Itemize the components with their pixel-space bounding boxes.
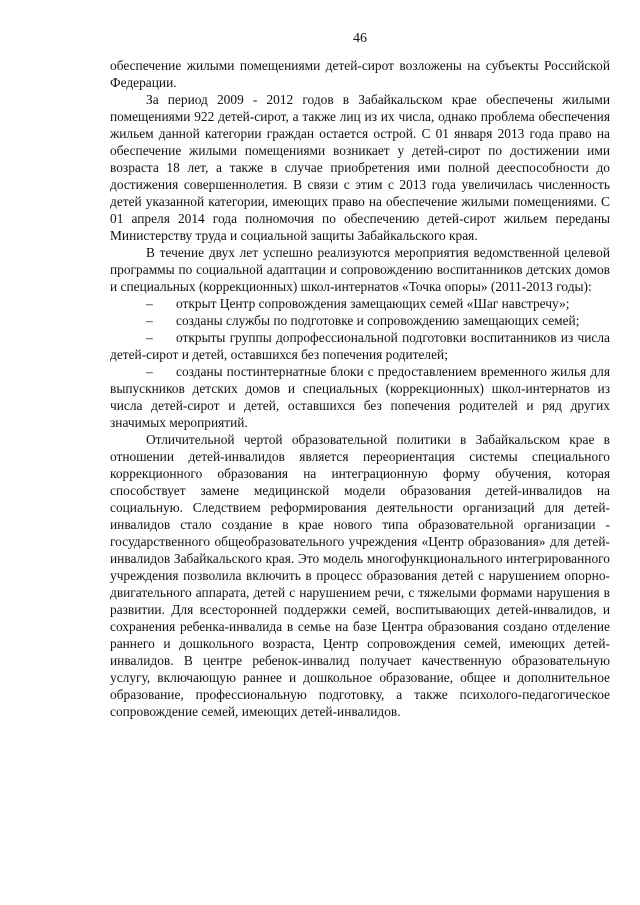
list-bullet: – [146,330,153,345]
list-item [110,363,610,431]
list-item-text: созданы постинтернатные блоки с предоставлением временного жилья для выпускников детских домов и специальных (коррекционных) школ-интернатов из числа детей-сирот и детей, оставшихся без попечения родителей и ряд других значимых мероприятий. [110,364,610,430]
paragraph: Отличительной чертой образовательной политики в Забайкальском крае в отношении детей-инвалидов является переориентация системы специального коррекционного образования на интеграционную форму обучения, которая способствует замене медицинской модели образования детей-инвалидов на социальную. Следствием реформирования деятельности организаций для детей-инвалидов стало создание в крае нового типа образовательной организации - государственного общеобразовательного учреждения «Центр образования» для детей-инвалидов Забайкальского края. Это модель многофункционального интегрированного учреждения позволила включить в процесс образования детей с нарушением опорно-двигательного аппарата, детей с нарушением речи, с тяжелыми формами нарушения в развитии. Для всесторонней поддержки семей, воспитывающих детей-инвалидов, и сохранения ребенка-инвалида в семье на базе Центра образования создано отделение раннего и дошкольного возраста, Центр сопровождения семей, имеющих детей-инвалидов. В центре ребенок-инвалид получает качественную образовательную услугу, включающую раннее и дошкольное образование, общее и дополнительное образование, профессиональную подготовку, а также психолого-педагогическое сопровождение семей, имеющих детей-инвалидов. [110,432,610,719]
list-bullet: – [146,364,153,379]
list-item [110,329,610,363]
list-item [110,295,610,312]
list-item-text: созданы службы по подготовке и сопровождению замещающих семей; [176,313,580,328]
list-bullet: – [146,313,153,328]
paragraph: В течение двух лет успешно реализуются мероприятия ведомственной целевой программы по социальной адаптации и сопровождению воспитанников детских домов и специальных (коррекционных) школ-интернатов «Точка опоры» (2011-2013 годы): [110,245,610,294]
paragraph: За период 2009 - 2012 годов в Забайкальском крае обеспечены жилыми помещениями 922 детей-сирот, а также лиц из их числа, однако проблема обеспечения жильем данной категории граждан остается острой. С 01 января 2013 года право на обеспечение жилыми помещениями возникает у детей-сирот по достижении ими возраста 18 лет, а также в случае приобретения ими полной дееспособности до достижения совершеннолетия. В связи с этим с 2013 года увеличилась численность детей указанной категории, имеющих право на обеспечение жилыми помещениями. С 01 апреля 2014 года полномочия по обеспечению детей-сирот жильем переданы Министерству труда и социальной защиты Забайкальского края. [110,92,610,243]
list-item [110,312,610,329]
list-item-text: открыт Центр сопровождения замещающих семей «Шаг навстречу»; [176,296,570,311]
list-item-text: открыты группы допрофессиональной подготовки воспитанников из числа детей-сирот и детей, оставшихся без попечения родителей; [110,330,610,362]
list-bullet: – [146,296,153,311]
paragraph: обеспечение жилыми помещениями детей-сирот возложены на субъекты Российской Федерации. [110,58,610,90]
page-number: 46 [353,31,367,46]
document-body [110,57,610,720]
